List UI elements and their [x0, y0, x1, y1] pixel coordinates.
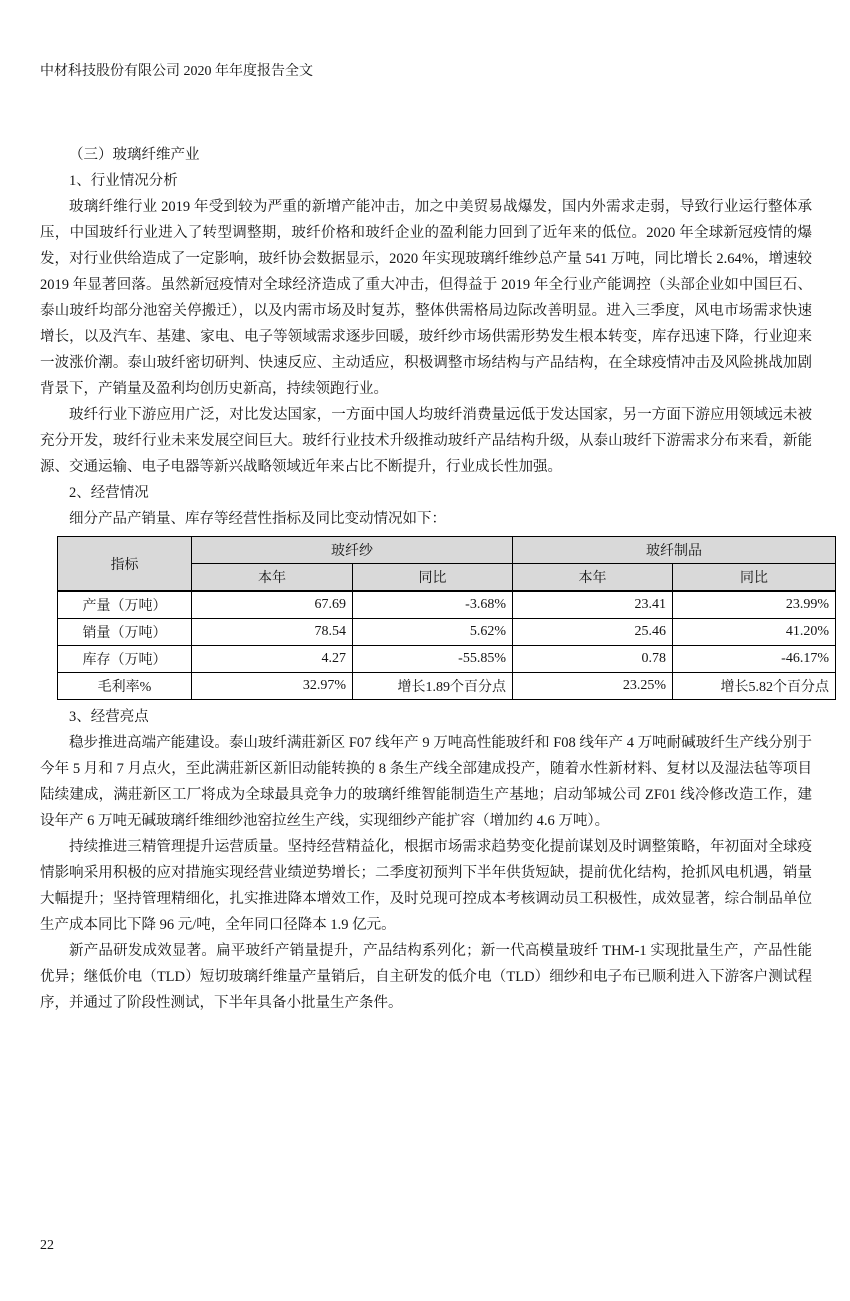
table-header-indicator: 指标: [58, 537, 192, 592]
table-header-products-yoy: 同比: [673, 564, 836, 592]
cell-value: 32.97%: [192, 673, 353, 700]
heading-operating-highlights: 3、经营亮点: [69, 709, 149, 725]
paragraph-industry-overview: 玻璃纤维行业 2019 年受到较为严重的新增产能冲击，加之中美贸易战爆发，国内外需求走弱，导致行业运行整体承压，中国玻纤行业进入了转型调整期，玻纤价格和玻纤企业的盈利能力回到了近年来的低位。2020 年全球新冠疫情的爆发，对行业供给造成了一定影响，玻纤协会数据显示，2020 年实现玻璃纤维纱总产量 541 万吨，同比增长 2.64%，增速较 2019 年显著回落。虽然新冠疫情对全球经济造成了重大冲击，但得益于 2019 年全行业产能调控（头部企业如中国巨石、泰山玻纤均部分池窑关停搬迁），以及内需市场及时复苏，整体供需格局边际改善明显。进入三季度，风电市场需求快速增长，以及汽车、基建、家电、电子等领域需求逐步回暖，玻纤纱市场供需形势发生根本转变，库存迅速下降，行业迎来一波涨价潮。泰山玻纤密切研判、快速反应、主动适应，积极调整市场结构与产品结构，在全球疫情冲击及风险挑战加剧背景下，产销量及盈利均创历史新高，持续领跑行业。: [40, 199, 812, 397]
cell-value: 增长1.89个百分点: [353, 673, 513, 700]
heading-operating-status: 2、经营情况: [69, 485, 149, 501]
cell-value: 增长5.82个百分点: [673, 673, 836, 700]
cell-value: 23.99%: [673, 591, 836, 619]
table-header-products-current: 本年: [513, 564, 673, 592]
table-header-group-row: [58, 537, 836, 564]
row-label: 库存（万吨）: [58, 646, 192, 673]
cell-value: 25.46: [513, 619, 673, 646]
table-row: [58, 646, 836, 673]
operating-metrics-table: [57, 536, 836, 700]
cell-value: 4.27: [192, 646, 353, 673]
section-3-title: （三）玻璃纤维产业: [69, 147, 200, 163]
cell-value: 78.54: [192, 619, 353, 646]
paragraph-lean-management: 持续推进三精管理提升运营质量。坚持经营精益化，根据市场需求趋势变化提前谋划及时调整策略，年初面对全球疫情影响采用积极的应对措施实现经营业绩逆势增长；二季度初预判下半年供货短缺，提前优化结构，抢抓风电机遇，销量大幅提升；坚持管理精细化，扎实推进降本增效工作，及时兑现可控成本考核调动员工积极性，成效显著，综合制品单位生产成本同比下降 96 元/吨，全年同口径降本 1.9 亿元。: [40, 839, 812, 933]
paragraph-industry-outlook: 玻纤行业下游应用广泛，对比发达国家，一方面中国人均玻纤消费量远低于发达国家，另一方面下游应用领域远未被充分开发，玻纤行业未来发展空间巨大。玻纤行业技术升级推动玻纤产品结构升级，从泰山玻纤下游需求分布来看，新能源、交通运输、电子电器等新兴战略领域近年来占比不断提升，行业成长性加强。: [40, 407, 812, 475]
table-row: [58, 619, 836, 646]
paragraph-capacity-building: 稳步推进高端产能建设。泰山玻纤满莊新区 F07 线年产 9 万吨高性能玻纤和 F08 线年产 4 万吨耐碱玻纤生产线分别于今年 5 月和 7 月点火，至此满莊新区新旧动能转换的 8 条生产线全部建成投产，随着水性新材料、复材以及湿法毡等项目陆续建成，满莊新区工厂将成为全球最具竞争力的玻璃纤维智能制造生产基地；启动邹城公司 ZF01 线冷修改造工作，建设年产 6 万吨无碱玻璃纤维细纱池窑拉丝生产线，实现细纱产能扩容（增加约 4.6 万吨）。: [40, 735, 812, 829]
cell-value: -55.85%: [353, 646, 513, 673]
document-header: 中材科技股份有限公司 2020 年年度报告全文: [40, 64, 313, 79]
cell-value: 5.62%: [353, 619, 513, 646]
row-label: 毛利率%: [58, 673, 192, 700]
table-header-group-yarn: 玻纤纱: [192, 537, 513, 564]
table-row: [58, 673, 836, 700]
row-label: 销量（万吨）: [58, 619, 192, 646]
paragraph-new-products: 新产品研发成效显著。扁平玻纤产销量提升，产品结构系列化；新一代高模量玻纤 THM-1 实现批量生产，产品性能优异；继低价电（TLD）短切玻璃纤维量产量销后，自主研发的低介电（TLD）细纱和电子布已顺利进入下游客户测试程序，并通过了阶段性测试，下半年具备小批量生产条件。: [40, 943, 812, 1011]
cell-value: -46.17%: [673, 646, 836, 673]
cell-value: 67.69: [192, 591, 353, 619]
cell-value: -3.68%: [353, 591, 513, 619]
table-intro-text: 细分产品产销量、库存等经营性指标及同比变动情况如下：: [69, 511, 446, 527]
cell-value: 23.41: [513, 591, 673, 619]
row-label: 产量（万吨）: [58, 591, 192, 619]
page-number: 22: [40, 1238, 54, 1253]
cell-value: 0.78: [513, 646, 673, 673]
table-header-yarn-yoy: 同比: [353, 564, 513, 592]
table-header-group-products: 玻纤制品: [513, 537, 836, 564]
table-header-yarn-current: 本年: [192, 564, 353, 592]
table-row: [58, 591, 836, 619]
cell-value: 23.25%: [513, 673, 673, 700]
cell-value: 41.20%: [673, 619, 836, 646]
heading-industry-analysis: 1、行业情况分析: [69, 173, 178, 189]
